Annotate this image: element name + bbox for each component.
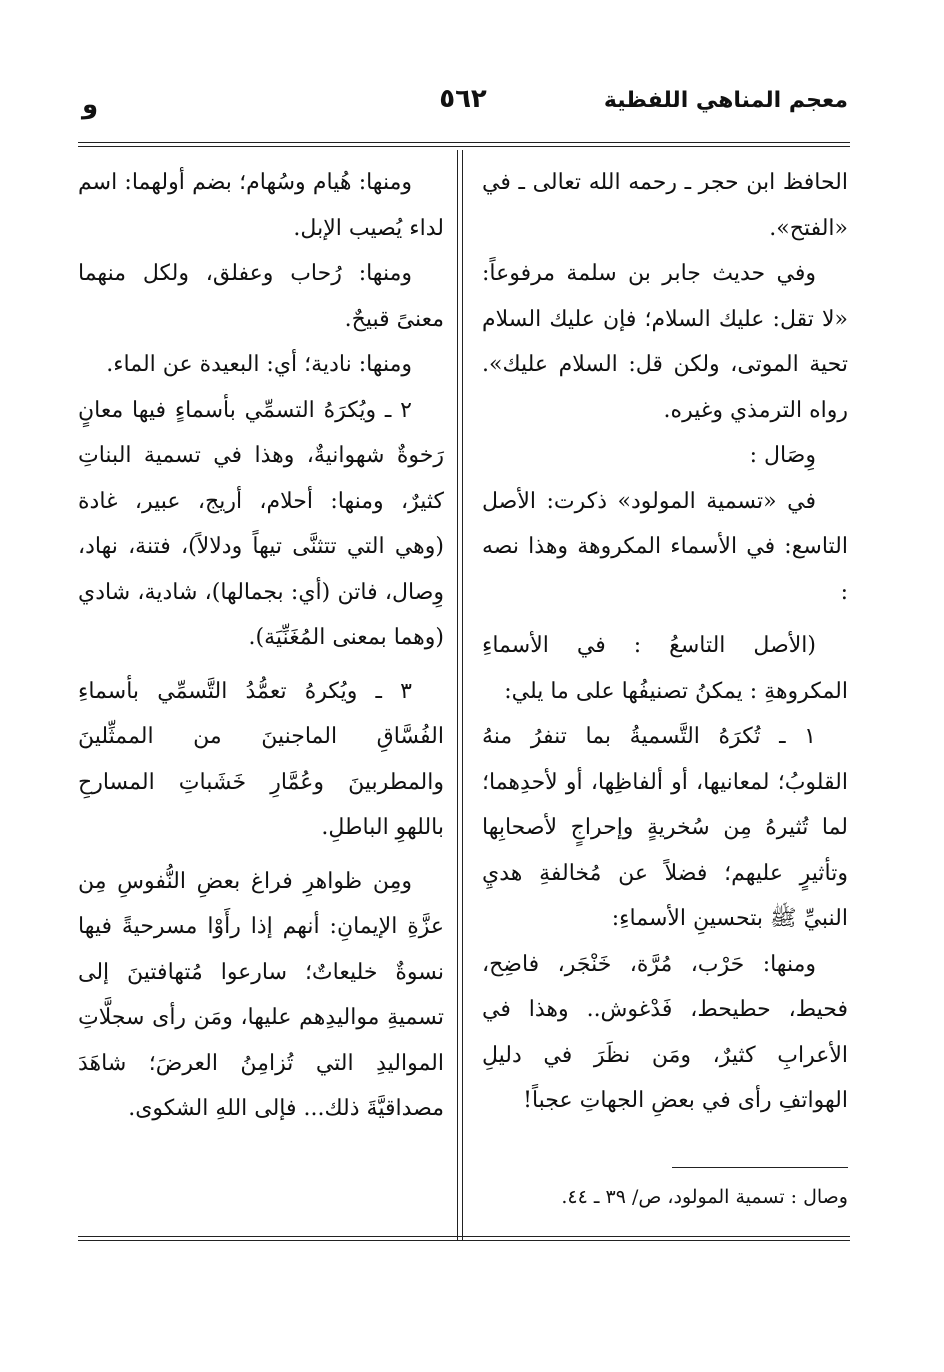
page-header	[78, 84, 848, 132]
entry-heading: وِصَال :	[749, 443, 816, 468]
paragraph: وفي حديث جابر بن سلمة مرفوعاً: «لا تقل: عليك السلام؛ فإن عليك السلام تحية الموتى، ولكن قل: السلام عليك». رواه الترمذي وغيره.	[482, 261, 848, 423]
page-number: ٥٦٢	[439, 84, 487, 114]
footnote: وصال : تسمية المولود، ص/ ٣٩ ـ ٤٤.	[561, 1186, 848, 1208]
paragraph: ١ ـ تُكرَهُ التَّسميةُ بما تنفرُ منهُ القلوبُ؛ لمعانيها، أو ألفاظِها، أو لأحدِهما؛ لما تُثيرهُ مِن سُخريةٍ وإحراجٍ لأصحابِها وتأثيرٍ عليهم؛ فضلاً عن مُخالفةِ هديِ النبيِّ ﷺ بتحسينِ الأسماءِ:	[482, 724, 848, 931]
paragraph: ومنها: حَرْب، مُرَّة، خَنْجَر، فاضِح، فحيط، حطيحط، فَدْغوش.. وهذا في الأعرابِ كثيرٌ، ومَن نظَرَ في دليلِ الهواتفِ رأى في بعضِ الجهاتِ عجباً!	[482, 951, 848, 1113]
paragraph: ومنها: نادية؛ أي: البعيدة عن الماء.	[106, 352, 412, 377]
right-column	[482, 160, 848, 1124]
paragraph: في «تسمية المولود» ذكرت: الأصل التاسع: في الأسماء المكروهة وهذا نصه :	[482, 488, 848, 605]
paragraph: ٣ ـ ويُكرهُ تعمُّدُ التَّسمِّي بأسماءِ الفُسَّاقِ الماجنينَ من الممثِّلينَ والمطربينَ وعُمَّارِ خَشَباتِ المسارحِ باللهوِ الباطلِ.	[78, 678, 444, 840]
left-column	[78, 160, 444, 1132]
paragraph: ٢ ـ ويُكرَهُ التسمِّي بأسماءٍ فيها معانٍ رَخوةٌ شهوانيةٌ، وهذا في تسمية البناتِ كثيرٌ، ومنها: أحلام، أريج، عبير، غادة (وهي التي تتثنَّى تيهاً ودلالاً)، فتنة، نهاد، وِصال، فاتن (أي: بجمالها)، شادية، شادي (وهما بمعنى المُغَنِّيَة).	[78, 397, 444, 650]
paragraph: ومنها: رُحاب وعفلق، ولكل منهما معنىً قبيحٌ.	[78, 261, 444, 332]
column-divider	[457, 150, 463, 1240]
footer-rule	[78, 1236, 850, 1241]
paragraph: ومِن ظواهرِ فراغ بعضِ النُّفوسِ مِن عزَّةِ الإيمانِ: أنهم إذا رأَوْا مسرحيةً فيها نسوةٌ خليعاتٌ؛ سارعوا مُتهافتينَ إلى تسميةِ مواليدِهم عليها، ومَن رأى سجلَّاتِ المواليدِ التي تُزامِنُ العرضَ؛ شاهَدَ مصداقيَّةَ ذلك... فإلى اللهِ الشكوى.	[78, 868, 444, 1121]
section-letter: و	[82, 90, 99, 120]
footnote-rule	[672, 1167, 848, 1168]
paragraph: (الأصل التاسعُ : في الأسماءِ المكروهةِ : يمكنُ تصنيفُها على ما يلي:	[482, 633, 848, 704]
paragraph: ومنها: هُيام وسُهام؛ بضم أولهما: اسم لداء يُصيب الإبل.	[78, 170, 444, 241]
book-title: معجم المناهي اللفظية	[603, 88, 848, 113]
header-rule	[78, 142, 850, 147]
paragraph: الحافظ ابن حجر ـ رحمه الله تعالى ـ في «الفتح».	[482, 170, 848, 241]
